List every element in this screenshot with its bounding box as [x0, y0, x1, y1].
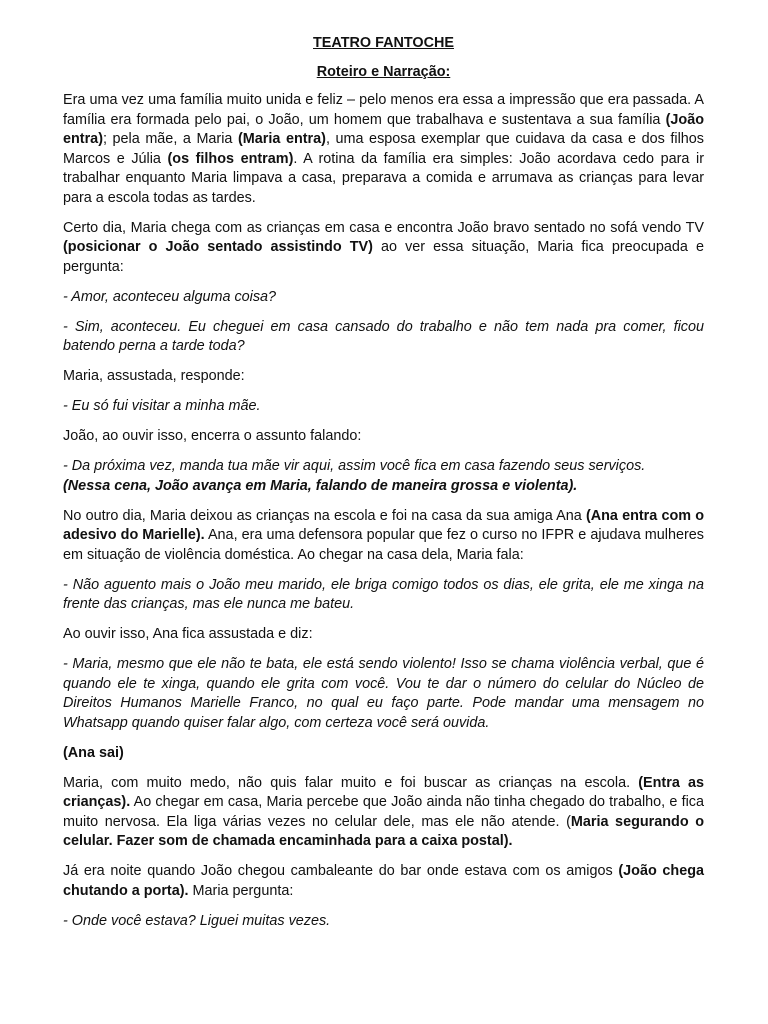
text: ; pela mãe, a Maria	[102, 131, 238, 147]
dialogue-line: - Amor, aconteceu alguma coisa?	[63, 288, 277, 305]
paragraph-intro	[63, 91, 704, 208]
dialogue-text: - Da próxima vez, manda tua mãe vir aqui, assim você fica em casa fazendo seus serviços.	[63, 458, 646, 474]
stage-direction-line	[63, 744, 704, 764]
stage-direction: (João entra)	[63, 111, 704, 147]
stage-direction: (Ana sai)	[63, 744, 124, 761]
paragraph-scene-1	[63, 219, 704, 278]
text: Maria, com muito medo, não quis falar muito e foi buscar as crianças na escola.	[63, 774, 639, 791]
stage-direction: Maria segurando o celular. Fazer som de chamada encaminhada para a caixa postal).	[63, 813, 704, 849]
document-title: TEATRO FANTOCHE	[313, 35, 454, 51]
text: Era uma vez uma família muito unida e feliz – pelo menos era essa a impressão que era passada. A família era formada pelo pai, o João, um homem que trabalhava e sustentava a sua família	[63, 92, 704, 128]
text: . A rotina da família era simples: João acordava cedo para ir trabalhar enquanto Maria limpava a casa, preparava a comida e arrumava as crianças para levar para a escola todas as tardes.	[63, 150, 704, 206]
text: ao ver essa situação, Maria fica preocupada e pergunta:	[63, 239, 704, 275]
script-page	[63, 34, 704, 942]
narration-line: Maria, assustada, responde:	[63, 368, 245, 384]
stage-direction: (Entra as crianças).	[63, 774, 705, 810]
dialogue-line: - Maria, mesmo que ele não te bata, ele está sendo violento! Isso se chama violência verbal, que é quando ele te xinga, quando ele grita com você. Vou te dar o número do celular do Núcleo de Direitos Humanos Marielle Franco, no qual eu faço parte. Pode mandar uma mensagem no Whatsapp quando quiser falar algo, com certeza você será ouvida.	[63, 656, 704, 731]
dialogue-line: - Onde você estava? Liguei muitas vezes.	[63, 912, 331, 929]
text: Já era noite quando João chegou cambaleante do bar onde estava com os amigos	[63, 863, 619, 879]
text: No outro dia, Maria deixou as crianças na escola e foi na casa da sua amiga Ana	[63, 507, 586, 524]
dialogue-with-direction	[63, 457, 704, 496]
text: Certo dia, Maria chega com as crianças em casa e encontra João bravo sentado no sofá vendo TV	[63, 219, 704, 236]
text: , uma esposa exemplar que cuidava da casa e dos filhos Marcos e Júlia	[63, 131, 704, 167]
stage-direction: (Maria entra)	[238, 131, 326, 147]
dialogue-line: - Não aguento mais o João meu marido, ele briga comigo todos os dias, ele grita, ele me xinga na frente das crianças, mas ele nunca me bateu.	[63, 576, 704, 612]
paragraph-scene-3	[63, 774, 704, 852]
text: Ao chegar em casa, Maria percebe que João ainda não tinha chegado do trabalho, e fica muito nervosa. Ela liga várias vezes no celular dele, mas ele não atende. (	[63, 794, 704, 830]
document-subtitle: Roteiro e Narração:	[316, 63, 451, 80]
stage-direction: (Ana entra com o adesivo do Marielle).	[63, 507, 705, 543]
paragraph-scene-2	[63, 507, 704, 566]
narration-line: Ao ouvir isso, Ana fica assustada e diz:	[63, 626, 313, 642]
stage-direction: (os filhos entram)	[167, 150, 294, 167]
stage-direction: (Nessa cena, João avança em Maria, falando de maneira grossa e violenta).	[63, 477, 578, 494]
stage-direction: (João chega chutando a porta).	[63, 863, 704, 899]
dialogue-line: - Sim, aconteceu. Eu cheguei em casa cansado do trabalho e não tem nada pra comer, ficou batendo perna a tarde toda?	[63, 318, 704, 354]
paragraph-scene-4	[63, 862, 704, 901]
stage-direction: (posicionar o João sentado assistindo TV)	[63, 239, 373, 255]
text: Maria pergunta:	[188, 882, 294, 899]
text: Ana, era uma defensora popular que fez o curso no IFPR e ajudava mulheres em situação de violência doméstica. Ao chegar na casa dela, Maria fala:	[63, 527, 704, 563]
dialogue-line: - Eu só fui visitar a minha mãe.	[63, 398, 261, 414]
narration-line: João, ao ouvir isso, encerra o assunto falando:	[63, 428, 362, 444]
